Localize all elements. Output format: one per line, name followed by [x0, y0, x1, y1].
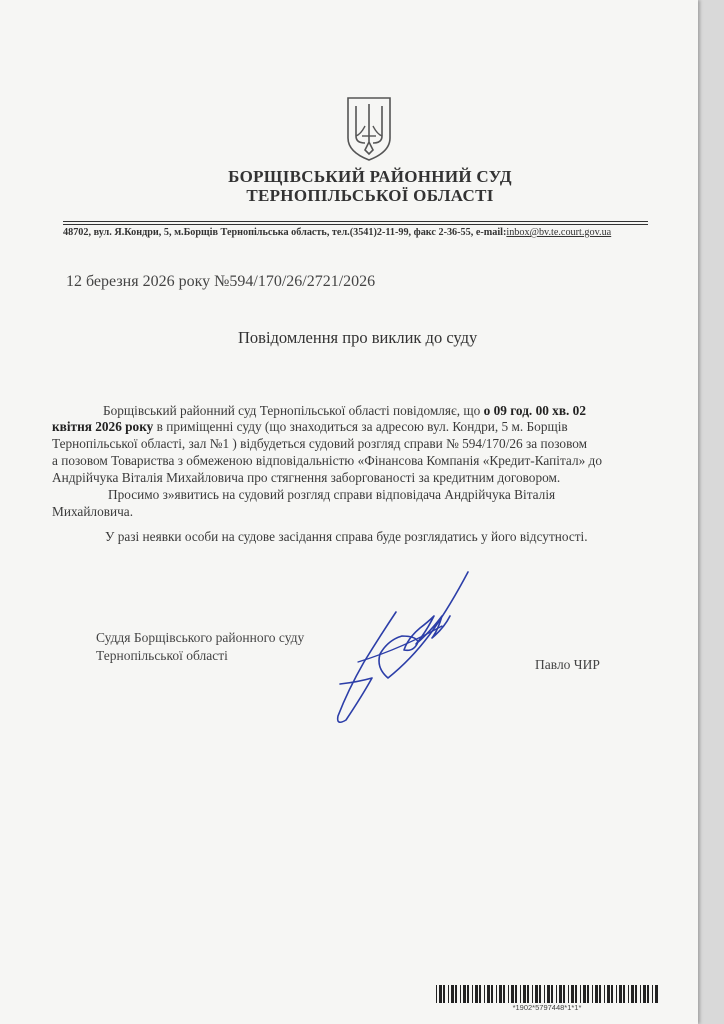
header-divider — [63, 221, 648, 222]
judge-title-line2: Тернопільської області — [96, 648, 228, 663]
hearing-date: квітня 2026 року — [52, 419, 154, 434]
trident-emblem-icon — [345, 96, 393, 162]
court-name-line2: ТЕРНОПІЛЬСЬКОЇ ОБЛАСТІ — [246, 186, 494, 205]
judge-name: Павло ЧИР — [535, 657, 600, 672]
body-line-5: Андрійчука Віталія Михайловича про стягнення заборгованості за кредитним договором. — [52, 470, 561, 485]
body-line-2 — [52, 419, 568, 435]
body-line-7: Михайловича. — [52, 504, 134, 519]
barcode-icon — [436, 985, 658, 1003]
court-name-line1: БОРЩІВСЬКИЙ РАЙОННИЙ СУД — [228, 167, 512, 186]
document-title: Повідомлення про виклик до суду — [238, 328, 478, 347]
body-line-4: а позовом Товариства з обмеженою відповідальністю «Фінансова Компанія «Кредит-Капітал» до — [52, 453, 602, 468]
body-line-6: Просимо з»явитись на судовий розгляд справи відповідача Андрійчука Віталія — [108, 487, 556, 502]
body-line-1 — [103, 403, 586, 419]
body-line-8: У разі неявки особи на судове засідання справа буде розглядатись у його відсутності. — [105, 529, 588, 544]
handwritten-signature — [318, 566, 478, 736]
body-text: Борщівський районний суд Тернопільської області повідомляє, що — [103, 403, 484, 418]
judge-title-line1: Суддя Борщівського районного суду — [96, 630, 305, 645]
date-and-number: 12 березня 2026 року №594/170/26/2721/2026 — [66, 273, 376, 290]
barcode-number: *1902*5797448*1*1* — [512, 1003, 582, 1012]
header-divider-second — [63, 224, 648, 225]
address-text: 48702, вул. Я.Кондри, 5, м.Борщів Тернопільська область, тел.(3541)2-11-99, факс 2-36-55, e-mail: — [63, 227, 507, 238]
body-text: в приміщенні суду (що знаходиться за адресою вул. Кондри, 5 м. Борщів — [153, 419, 568, 434]
court-address — [63, 227, 683, 238]
hearing-time: о 09 год. 00 хв. 02 — [483, 403, 586, 418]
body-line-3: Тернопільської області, зал №1 ) відбудеться судовий розгляд справи № 594/170/26 за позовом — [52, 436, 588, 451]
email-link[interactable]: inbox@bv.te.court.gov.ua — [506, 227, 612, 238]
